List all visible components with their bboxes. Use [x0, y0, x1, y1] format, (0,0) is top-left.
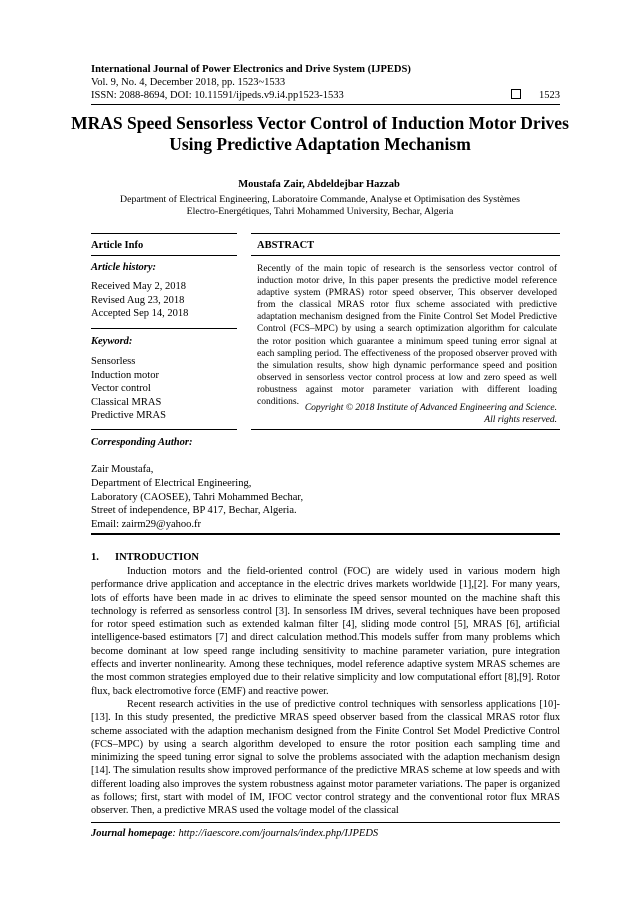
abstract-heading: ABSTRACT: [257, 240, 315, 251]
article-info-bottom-rule: [91, 429, 237, 430]
keyword-item: Induction motor: [91, 369, 159, 381]
corresponding-department: Department of Electrical Engineering,: [91, 477, 252, 489]
copyright-line-1: Copyright © 2018 Institute of Advanced Engineering and Science.: [304, 403, 557, 413]
corresponding-email: Email: zairm29@yahoo.fr: [91, 519, 201, 531]
keyword-item: Sensorless: [91, 356, 136, 367]
keyword-rule: [91, 328, 237, 329]
abstract-text: Recently of the main topic of research is the sensorless vector control of induction motor drive, In this paper presents the predictive model reference adaptive system (PMRAS) rotor speed observer, This observer developed from the classical MRAS rotor flux scheme associated with predictive adaptation mechanism designed from the Finite Control Set Model Predictive Control (FCS–MPC) by using a search optimization algorithm for calculate the rotor position which guarantee a minimum speed tuning error signal at each sampling period. The effectiveness of the proposed observer proved with the simulation results, show high dynamic performance speed and position observed in sensorless vector control process at low and zero speed as well robustness against motor parameter variation with different loading conditions.: [257, 264, 557, 408]
introduction-body: [91, 565, 560, 818]
keyword-item: Vector control: [91, 383, 151, 394]
affiliation-line-1: Department of Electrical Engineering, Laboratoire Commande, Analyse et Optimisation des Systèmes: [120, 194, 520, 205]
article-info-heading-rule: [91, 255, 237, 256]
square-bullet-icon: [511, 89, 521, 99]
abstract-heading-rule: [251, 255, 560, 256]
section-number: 1.: [91, 552, 99, 563]
introduction-heading: [91, 552, 199, 563]
homepage-label: Journal homepage: [91, 828, 173, 839]
paragraph-2: Recent research activities in the use of predictive control techniques with sensorless applications [10]-[13]. In this study presented, the predictive MRAS speed observer based from the classical MRAS rotor flux scheme associated with the adaption mechanism designed from the Finite Control Set Model Predictive Control (FCS–MPC) by using a search algorithm developed to ensure the rotor position each sampling time and minimizing the speed tuning error signal to solve the problems associated with the adaption mechanism design [14]. The simulation results show improved performance of the predictive MRAS scheme at low speeds and with different loading also improves the system robustness against motor parameter variations. The paper is organized as follows; first, start with model of IM, IFOC vector control strategy and the conventional rotor flux MRAS observer. Then, a predictive MRAS used the voltage model of the classical: [91, 698, 560, 817]
paper-title: MRAS Speed Sensorless Vector Control of Induction Motor Drives Using Predictive Adaptation Mechanism: [71, 113, 569, 154]
paragraph-1: Induction motors and the field-oriented control (FOC) are widely used in various modern high performance drive application and acceptance in the electric drives markets worldwide [1],[2]. For many years, lots of efforts have been made in ac drives to eliminate the speed sensor mounted on the machine shaft this technology is referred as sensorless control [3]. In sensorless IM drives, several techniques have been proposed for rotor speed estimation such as extended kalman filter [4], sliding mode control [5], MRAS [6], artificial intelligence-based estimators [7] and direct calculation method.This models suffer from many problems which become dominant at low speed range including sensitivity to machine parameter variation, pure integration effects and inverter nonlinearity. Among these techniques, model reference adaptive system MRAS schemes are the most common strategies employed due to their relative simplicity and low computational effort [8],[9]. Rotor flux, back electromotive force (EMF) and reactive power.: [91, 566, 560, 697]
corresponding-name: Zair Moustafa,: [91, 464, 154, 475]
history-accepted: Accepted Sep 14, 2018: [91, 308, 189, 319]
header-rule: [91, 104, 560, 105]
article-info-heading: Article Info: [91, 240, 144, 251]
section-divider: [91, 533, 560, 535]
keyword-item: Predictive MRAS: [91, 410, 166, 421]
corresponding-author-label: Corresponding Author:: [91, 437, 193, 448]
article-info-top-rule: [91, 233, 237, 234]
history-revised: Revised Aug 23, 2018: [91, 294, 185, 306]
corresponding-address: Street of independence, BP 417, Bechar, Algeria.: [91, 505, 297, 517]
keyword-list: [91, 355, 166, 423]
page-number-block: [511, 89, 560, 101]
abstract-bottom-rule: [251, 429, 560, 430]
issn-doi: ISSN: 2088-8694, DOI: 10.11591/ijpeds.v9.i4.pp1523-1533: [91, 90, 344, 101]
journal-homepage: Journal homepage: http://iaescore.com/journals/index.php/IJPEDS: [91, 828, 379, 839]
section-title: INTRODUCTION: [115, 552, 200, 563]
abstract-top-rule: [251, 233, 560, 234]
footer-rule: [91, 822, 560, 823]
article-history: [91, 280, 188, 321]
journal-name: International Journal of Power Electronics and Drive System (IJPEDS): [91, 64, 411, 75]
corresponding-laboratory: Laboratory (CAOSEE), Tahri Mohammed Bechar,: [91, 491, 304, 503]
article-history-label: Article history:: [91, 262, 157, 273]
keyword-item: Classical MRAS: [91, 396, 162, 408]
affiliation-line-2: Electro-Energétiques, Tahri Mohammed University, Bechar, Algeria: [186, 206, 454, 217]
volume-info: Vol. 9, No. 4, December 2018, pp. 1523~1533: [91, 77, 286, 88]
affiliation: [60, 194, 580, 218]
copyright: [237, 402, 557, 426]
keyword-label: Keyword:: [91, 336, 133, 347]
history-received: Received May 2, 2018: [91, 281, 187, 292]
page-number: 1523: [539, 90, 560, 101]
copyright-line-2: All rights reserved.: [484, 415, 557, 425]
authors: Moustafa Zair, Abdeldejbar Hazzab: [238, 179, 400, 190]
homepage-url[interactable]: http://iaescore.com/journals/index.php/IJPEDS: [178, 828, 379, 839]
corresponding-author-details: [91, 463, 303, 532]
